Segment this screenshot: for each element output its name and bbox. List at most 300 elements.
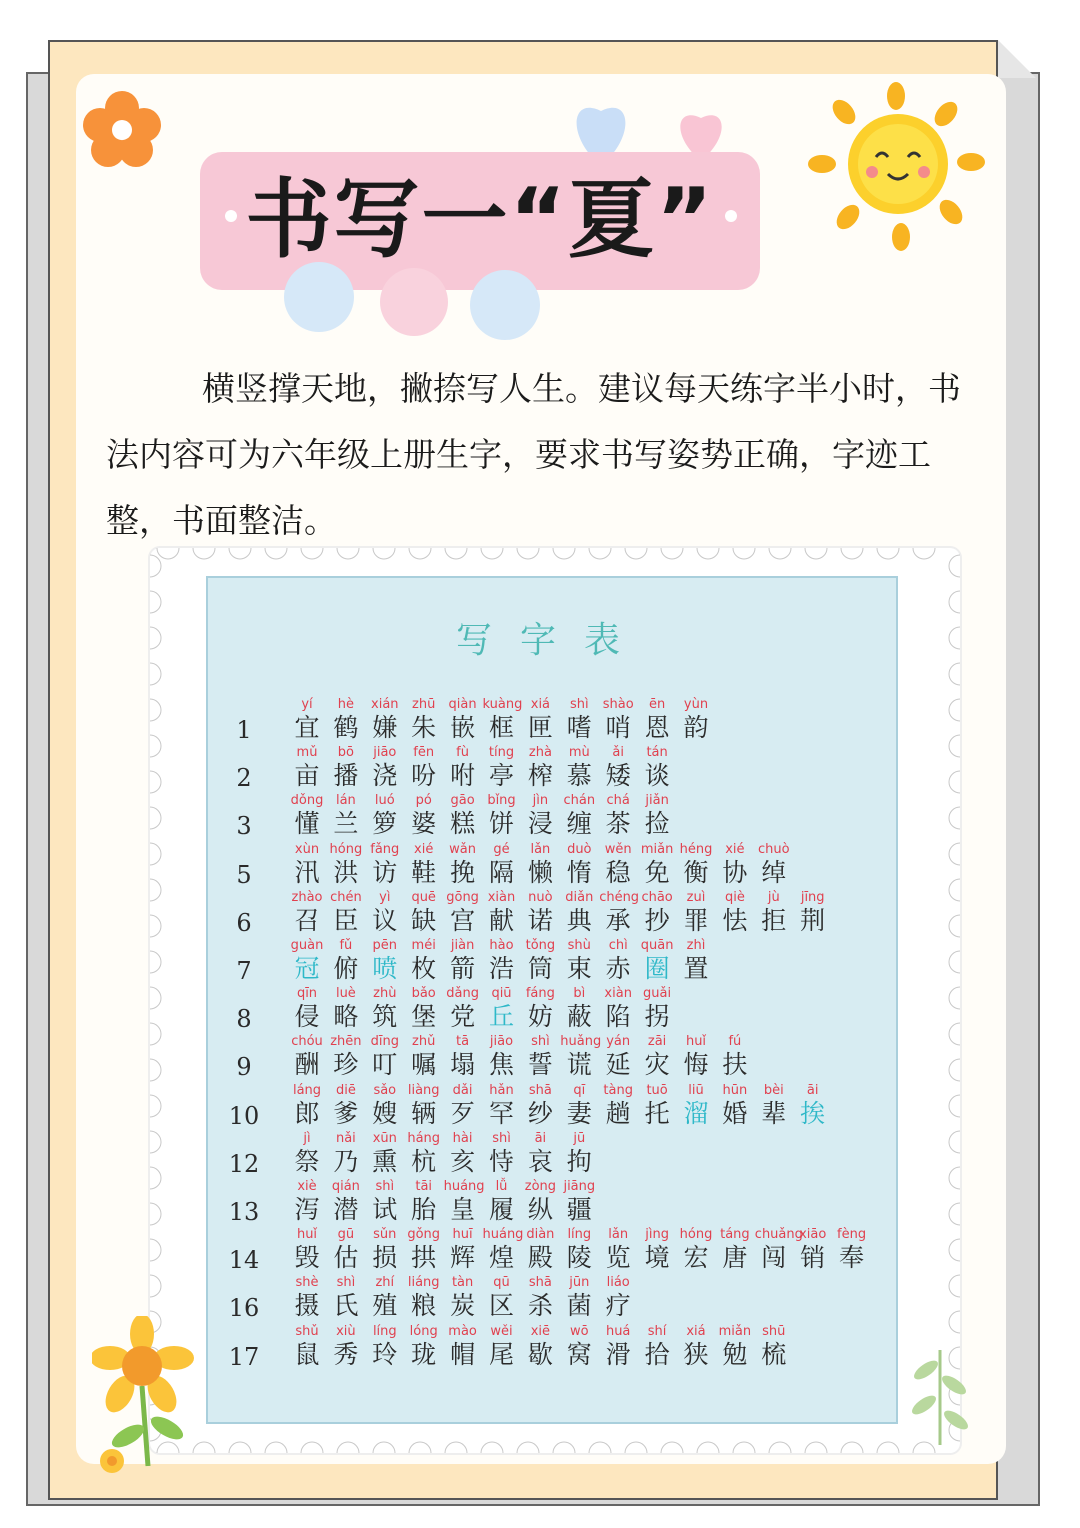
- hanzi-character: 唐: [722, 1243, 748, 1273]
- character-cell: [405, 841, 443, 888]
- pinyin-label: xūn: [372, 1130, 397, 1146]
- character-cell: [405, 985, 443, 1032]
- character-cell: [716, 1226, 754, 1273]
- pinyin-label: liū: [688, 1082, 704, 1098]
- hanzi-character: 拾: [644, 1339, 670, 1369]
- pinyin-label: qū: [493, 1275, 510, 1291]
- hanzi-character: 试: [372, 1195, 398, 1224]
- pinyin-label: diǎn: [565, 889, 594, 905]
- pinyin-label: shì: [569, 697, 589, 712]
- character-cell: [794, 1082, 832, 1129]
- hanzi-character: 召: [294, 905, 320, 935]
- table-row: [226, 1130, 886, 1178]
- character-cell: [288, 792, 326, 839]
- hanzi-character: 俯: [333, 954, 359, 983]
- pinyin-label: shā: [528, 1082, 552, 1098]
- pinyin-label: jiāo: [489, 1034, 514, 1050]
- hanzi-character: 炭: [450, 1291, 476, 1321]
- character-cell: [327, 937, 365, 984]
- pinyin-label: yí: [301, 697, 313, 712]
- character-cell: [794, 1226, 832, 1273]
- character-cell: [288, 1082, 326, 1129]
- hanzi-character: 绰: [761, 857, 787, 887]
- pinyin-label: hài: [452, 1130, 473, 1146]
- character-cell: [560, 1323, 598, 1370]
- pinyin-label: bǎo: [411, 986, 436, 1002]
- character-cell: [560, 937, 598, 984]
- hanzi-character: 谎: [566, 1050, 592, 1080]
- pinyin-label: zòng: [524, 1179, 557, 1194]
- pinyin-label: wěn: [604, 841, 632, 857]
- character-cell: [599, 1082, 637, 1129]
- character-cell: [483, 937, 521, 984]
- character-cell: [405, 1323, 443, 1370]
- pinyin-label: chéng: [599, 889, 640, 905]
- pinyin-label: yì: [379, 889, 391, 905]
- pinyin-label: jìng: [645, 1227, 669, 1243]
- hanzi-character: 鞋: [411, 857, 437, 887]
- character-cell: [560, 985, 598, 1032]
- pinyin-label: shù: [567, 938, 591, 953]
- pinyin-label: xié: [725, 841, 745, 857]
- hanzi-character: 摄: [294, 1291, 320, 1321]
- hanzi-character: 吩: [411, 761, 437, 791]
- hanzi-character: 纱: [527, 1098, 553, 1128]
- pinyin-label: líng: [567, 1227, 592, 1243]
- pinyin-label: nuò: [528, 889, 553, 905]
- pinyin-label: tán: [646, 745, 668, 761]
- table-row: [226, 1323, 886, 1371]
- character-cell: [755, 889, 793, 936]
- pinyin-label: shā: [528, 1275, 552, 1291]
- hanzi-character: 婚: [722, 1098, 748, 1128]
- pinyin-label: gū: [337, 1227, 355, 1243]
- hanzi-character: 秀: [333, 1339, 359, 1369]
- pinyin-label: chāo: [641, 889, 673, 905]
- hanzi-character: 嫂: [372, 1098, 398, 1128]
- character-cell: [444, 1082, 482, 1129]
- character-cell: [405, 1082, 443, 1129]
- character-cell: [716, 1082, 754, 1129]
- hanzi-character: 懂: [294, 809, 320, 839]
- pinyin-label: háng: [407, 1130, 441, 1146]
- pinyin-label: jiāo: [373, 745, 397, 761]
- character-cell: [366, 1323, 404, 1370]
- hanzi-character: 歹: [450, 1098, 476, 1128]
- pinyin-label: zāi: [647, 1034, 667, 1050]
- character-cell: [560, 1274, 598, 1321]
- hanzi-character: 履: [488, 1195, 514, 1224]
- table-row: [226, 1226, 886, 1274]
- character-cell: [599, 1226, 637, 1273]
- pinyin-label: shì: [336, 1275, 356, 1291]
- hanzi-character: 宫: [450, 905, 476, 935]
- pinyin-label: chóu: [291, 1034, 323, 1050]
- page-title: 书写一“夏”: [245, 170, 715, 270]
- hanzi-character: 鹤: [333, 713, 359, 742]
- pinyin-label: guǎi: [643, 986, 672, 1002]
- character-cell: [716, 1323, 754, 1370]
- character-cell: [444, 744, 482, 791]
- hanzi-character: 宜: [294, 713, 320, 742]
- character-cell: [327, 1178, 365, 1225]
- pinyin-label: huī: [452, 1227, 473, 1243]
- character-cell: [366, 985, 404, 1032]
- pinyin-label: zhū: [412, 697, 436, 712]
- pinyin-label: shè: [295, 1275, 319, 1291]
- hanzi-character: 怯: [722, 905, 748, 935]
- character-cell: [366, 1178, 404, 1225]
- hanzi-character: 谈: [644, 761, 670, 791]
- row-number: 5: [236, 860, 252, 889]
- pinyin-label: jiàn: [450, 938, 475, 953]
- character-cell: [638, 1082, 676, 1129]
- character-cell: [638, 985, 676, 1032]
- hanzi-character: 煌: [488, 1243, 514, 1273]
- page-fold: [998, 40, 1036, 78]
- character-cell: [677, 937, 715, 984]
- pinyin-label: xiē: [530, 1323, 551, 1339]
- character-cell: [560, 1178, 598, 1225]
- hanzi-character: 妻: [566, 1098, 592, 1128]
- character-cell: [521, 1033, 559, 1080]
- hanzi-character: 罪: [683, 905, 709, 935]
- row-number: 17: [228, 1342, 260, 1371]
- pinyin-label: gōng: [446, 889, 479, 905]
- hanzi-character: 冠: [294, 954, 320, 983]
- character-cell: [405, 744, 443, 791]
- hanzi-character: 狭: [683, 1339, 709, 1369]
- pinyin-label: xiù: [336, 1323, 356, 1339]
- hanzi-character: 潜: [333, 1195, 359, 1224]
- character-cell: [327, 1226, 365, 1273]
- hanzi-character: 洪: [333, 857, 359, 887]
- character-cell: [483, 696, 521, 743]
- hanzi-character: 嘱: [411, 1050, 437, 1080]
- character-cell: [560, 744, 598, 791]
- character-cell: [677, 1323, 715, 1370]
- character-cell: [405, 1274, 443, 1321]
- pinyin-label: hào: [489, 938, 514, 953]
- character-cell: [288, 889, 326, 936]
- hanzi-character: 疗: [605, 1291, 631, 1321]
- hanzi-character: 惰: [566, 857, 592, 887]
- hanzi-character: 饼: [488, 809, 514, 839]
- character-cell: [327, 696, 365, 743]
- pinyin-label: hè: [337, 697, 355, 712]
- hanzi-character: 丘: [488, 1002, 514, 1032]
- hanzi-character: 哀: [527, 1146, 553, 1176]
- hanzi-character: 殿: [527, 1243, 553, 1273]
- pinyin-label: gāo: [450, 793, 475, 809]
- pinyin-label: bèi: [763, 1082, 784, 1098]
- character-cell: [366, 1082, 404, 1129]
- character-cell: [560, 1130, 598, 1177]
- hanzi-character: 咐: [450, 761, 476, 791]
- character-cell: [444, 889, 482, 936]
- character-cell: [483, 1130, 521, 1177]
- pinyin-label: zhù: [373, 986, 397, 1002]
- character-cell: [483, 744, 521, 791]
- pinyin-label: mǔ: [296, 745, 318, 761]
- character-cell: [521, 1178, 559, 1225]
- character-cell: [521, 937, 559, 984]
- pinyin-label: líng: [372, 1323, 397, 1339]
- pinyin-label: diē: [335, 1082, 356, 1098]
- hanzi-character: 杭: [411, 1146, 437, 1176]
- character-cell: [638, 889, 676, 936]
- hanzi-character: 陷: [605, 1002, 631, 1032]
- pinyin-label: shào: [602, 697, 634, 712]
- pinyin-label: chuò: [758, 841, 790, 857]
- hanzi-character: 闯: [761, 1243, 787, 1273]
- pinyin-label: fú: [728, 1034, 742, 1050]
- pinyin-label: xùn: [294, 841, 320, 857]
- character-cell: [560, 889, 598, 936]
- character-cell: [444, 792, 482, 839]
- character-cell: [521, 1082, 559, 1129]
- pinyin-label: fǎng: [370, 841, 400, 857]
- hanzi-character: 罕: [488, 1098, 514, 1128]
- hanzi-character: 氏: [333, 1291, 359, 1321]
- hanzi-character: 窝: [566, 1339, 592, 1369]
- pinyin-label: hóng: [679, 1227, 713, 1243]
- pinyin-label: méi: [411, 938, 436, 953]
- character-cell: [521, 889, 559, 936]
- sunflower-icon: [92, 1316, 202, 1476]
- character-cell: [288, 1274, 326, 1321]
- hanzi-character: 堡: [411, 1002, 437, 1032]
- character-cell: [405, 1033, 443, 1080]
- hanzi-character: 茶: [605, 809, 631, 839]
- hanzi-character: 尾: [488, 1339, 514, 1369]
- hanzi-character: 荆: [800, 905, 826, 935]
- hanzi-character: 筒: [527, 954, 553, 983]
- pinyin-label: qiè: [724, 889, 745, 905]
- pinyin-label: lóng: [409, 1323, 438, 1339]
- pinyin-label: lǎn: [608, 1227, 629, 1243]
- character-cell: [327, 792, 365, 839]
- character-cell: [599, 1274, 637, 1321]
- character-cell: [521, 1226, 559, 1273]
- pinyin-label: chuǎng: [754, 1227, 803, 1243]
- character-cell: [327, 1274, 365, 1321]
- pinyin-label: zhà: [528, 745, 552, 761]
- hanzi-character: 梳: [761, 1339, 787, 1369]
- pinyin-label: dǒng: [290, 793, 324, 809]
- hanzi-character: 灾: [644, 1050, 670, 1080]
- hanzi-character: 臣: [333, 905, 359, 935]
- pinyin-label: huǐ: [685, 1034, 707, 1050]
- pinyin-label: kuàng: [482, 697, 523, 712]
- character-cell: [405, 937, 443, 984]
- hanzi-character: 歇: [527, 1339, 553, 1369]
- character-cell: [444, 1274, 482, 1321]
- pinyin-label: zhí: [375, 1275, 395, 1291]
- pinyin-label: xiāo: [799, 1227, 827, 1243]
- hanzi-character: 扶: [722, 1050, 748, 1080]
- pinyin-label: xiàn: [487, 889, 516, 905]
- pinyin-label: shí: [647, 1323, 667, 1339]
- character-cell: [560, 1082, 598, 1129]
- character-cell: [521, 985, 559, 1032]
- hanzi-character: 珍: [333, 1050, 359, 1080]
- pinyin-label: zhào: [291, 889, 323, 905]
- pinyin-label: tíng: [488, 745, 515, 761]
- hanzi-character: 销: [800, 1243, 826, 1273]
- hanzi-character: 抄: [644, 905, 670, 935]
- pinyin-label: qiàn: [448, 697, 477, 712]
- character-cell: [482, 1226, 524, 1273]
- character-cell: [444, 937, 482, 984]
- hanzi-character: 拱: [411, 1243, 437, 1273]
- pinyin-label: āi: [806, 1082, 819, 1098]
- pinyin-label: liàng: [407, 1082, 440, 1098]
- pinyin-label: nǎi: [335, 1130, 356, 1146]
- hanzi-character: 纵: [527, 1195, 553, 1224]
- character-cell: [366, 792, 404, 839]
- pinyin-label: láng: [292, 1082, 322, 1098]
- character-cell: [716, 841, 754, 888]
- pinyin-label: sǎo: [373, 1082, 397, 1098]
- hanzi-character: 酬: [294, 1050, 320, 1080]
- character-cell: [444, 1226, 482, 1273]
- pinyin-label: lǚ: [495, 1179, 508, 1194]
- table-row: [226, 841, 886, 889]
- hanzi-character: 恩: [644, 713, 670, 742]
- hanzi-character: 慕: [566, 761, 592, 791]
- character-cell: [366, 744, 404, 791]
- leaf-icon: [900, 1330, 980, 1450]
- pinyin-label: xié: [414, 841, 434, 857]
- pinyin-label: hóng: [329, 841, 363, 857]
- hanzi-character: 框: [488, 713, 514, 742]
- pinyin-label: liáo: [606, 1275, 630, 1291]
- character-cell: [638, 744, 676, 791]
- hanzi-character: 略: [333, 1002, 359, 1032]
- pinyin-label: shì: [531, 1034, 550, 1050]
- row-number: 10: [228, 1101, 260, 1130]
- character-cell: [521, 792, 559, 839]
- character-cell: [755, 1323, 793, 1370]
- pinyin-label: miǎn: [718, 1323, 752, 1339]
- pinyin-label: táng: [720, 1227, 750, 1243]
- pinyin-label: huáng: [482, 1227, 524, 1243]
- hanzi-character: 辈: [761, 1098, 787, 1128]
- pinyin-label: xián: [371, 697, 399, 712]
- pinyin-label: huáng: [443, 1179, 485, 1194]
- pinyin-label: wěi: [490, 1323, 513, 1339]
- hanzi-character: 粮: [411, 1291, 437, 1321]
- table-row: [226, 937, 886, 985]
- character-cell: [483, 1082, 521, 1129]
- character-cell: [599, 841, 637, 888]
- pinyin-label: jiāng: [563, 1179, 596, 1194]
- character-cell: [677, 696, 715, 743]
- pinyin-label: gé: [493, 841, 510, 857]
- hanzi-character: 匣: [527, 713, 553, 742]
- character-cell: [599, 792, 637, 839]
- pinyin-label: tā: [456, 1034, 470, 1050]
- pinyin-label: chá: [606, 793, 630, 809]
- hanzi-character: 协: [722, 857, 748, 887]
- pinyin-label: mào: [448, 1323, 477, 1339]
- hanzi-character: 郎: [294, 1098, 320, 1128]
- bubble-blue-right: [470, 270, 540, 340]
- character-cell: [288, 744, 326, 791]
- hanzi-character: 趟: [605, 1098, 631, 1128]
- hanzi-character: 悔: [683, 1050, 709, 1080]
- table-row: [226, 1178, 886, 1226]
- hanzi-character: 溜: [683, 1098, 709, 1128]
- character-cell: [405, 696, 443, 743]
- character-cell: [405, 889, 443, 936]
- pinyin-label: xiá: [686, 1323, 706, 1339]
- character-cell: [638, 792, 676, 839]
- pinyin-label: ēn: [648, 697, 666, 712]
- hanzi-character: 隔: [488, 857, 514, 887]
- hanzi-character: 妨: [527, 1002, 553, 1032]
- pinyin-label: tàng: [603, 1082, 633, 1098]
- hanzi-character: 菌: [566, 1291, 592, 1321]
- row-number: 12: [228, 1149, 260, 1178]
- pinyin-label: jù: [767, 889, 780, 905]
- hanzi-character: 拐: [644, 1002, 670, 1032]
- hanzi-character: 拘: [566, 1146, 592, 1176]
- character-cell: [288, 696, 326, 743]
- row-number: 2: [236, 764, 252, 793]
- character-cell: [444, 985, 482, 1032]
- character-cell: [288, 985, 326, 1032]
- character-cell: [366, 1274, 404, 1321]
- hanzi-character: 托: [644, 1098, 670, 1128]
- pinyin-label: qián: [331, 1179, 360, 1194]
- character-cell: [716, 889, 754, 936]
- pinyin-label: shì: [375, 1179, 395, 1194]
- pinyin-label: ǎi: [612, 745, 624, 761]
- hanzi-character: 稳: [605, 857, 631, 887]
- row-number: 8: [236, 1005, 252, 1034]
- pinyin-label: fáng: [525, 986, 555, 1002]
- character-cell: [483, 792, 521, 839]
- pinyin-label: qī: [573, 1082, 586, 1098]
- hanzi-character: 宏: [683, 1243, 709, 1273]
- hanzi-character: 毁: [294, 1243, 320, 1273]
- pinyin-label: xiàn: [604, 986, 632, 1002]
- table-row: [226, 1033, 886, 1081]
- character-cell: [288, 1178, 326, 1225]
- hanzi-character: 侵: [294, 1002, 320, 1032]
- hanzi-character: 塌: [450, 1050, 476, 1080]
- pinyin-label: wō: [570, 1323, 589, 1339]
- table-row: [226, 889, 886, 937]
- pinyin-label: zhēn: [330, 1034, 362, 1050]
- hanzi-character: 殖: [372, 1291, 398, 1321]
- row-number: 14: [228, 1246, 260, 1275]
- hanzi-character: 置: [683, 954, 709, 983]
- pinyin-label: xiá: [530, 697, 551, 712]
- character-cell: [444, 841, 482, 888]
- hanzi-character: 浸: [527, 809, 553, 839]
- character-cell: [677, 1082, 715, 1129]
- character-cell: [599, 696, 637, 743]
- table-title: 写字表: [455, 620, 648, 661]
- character-cell: [599, 1033, 637, 1080]
- character-cell: [444, 696, 482, 743]
- intro-paragraph: 横竖撑天地，撇捺写人生。建议每天练字半小时，书法内容可为六年级上册生字，要求书写姿势正确，字迹工整，书面整洁。: [106, 369, 961, 540]
- character-cell: [638, 1226, 676, 1273]
- hanzi-character: 疆: [566, 1195, 592, 1224]
